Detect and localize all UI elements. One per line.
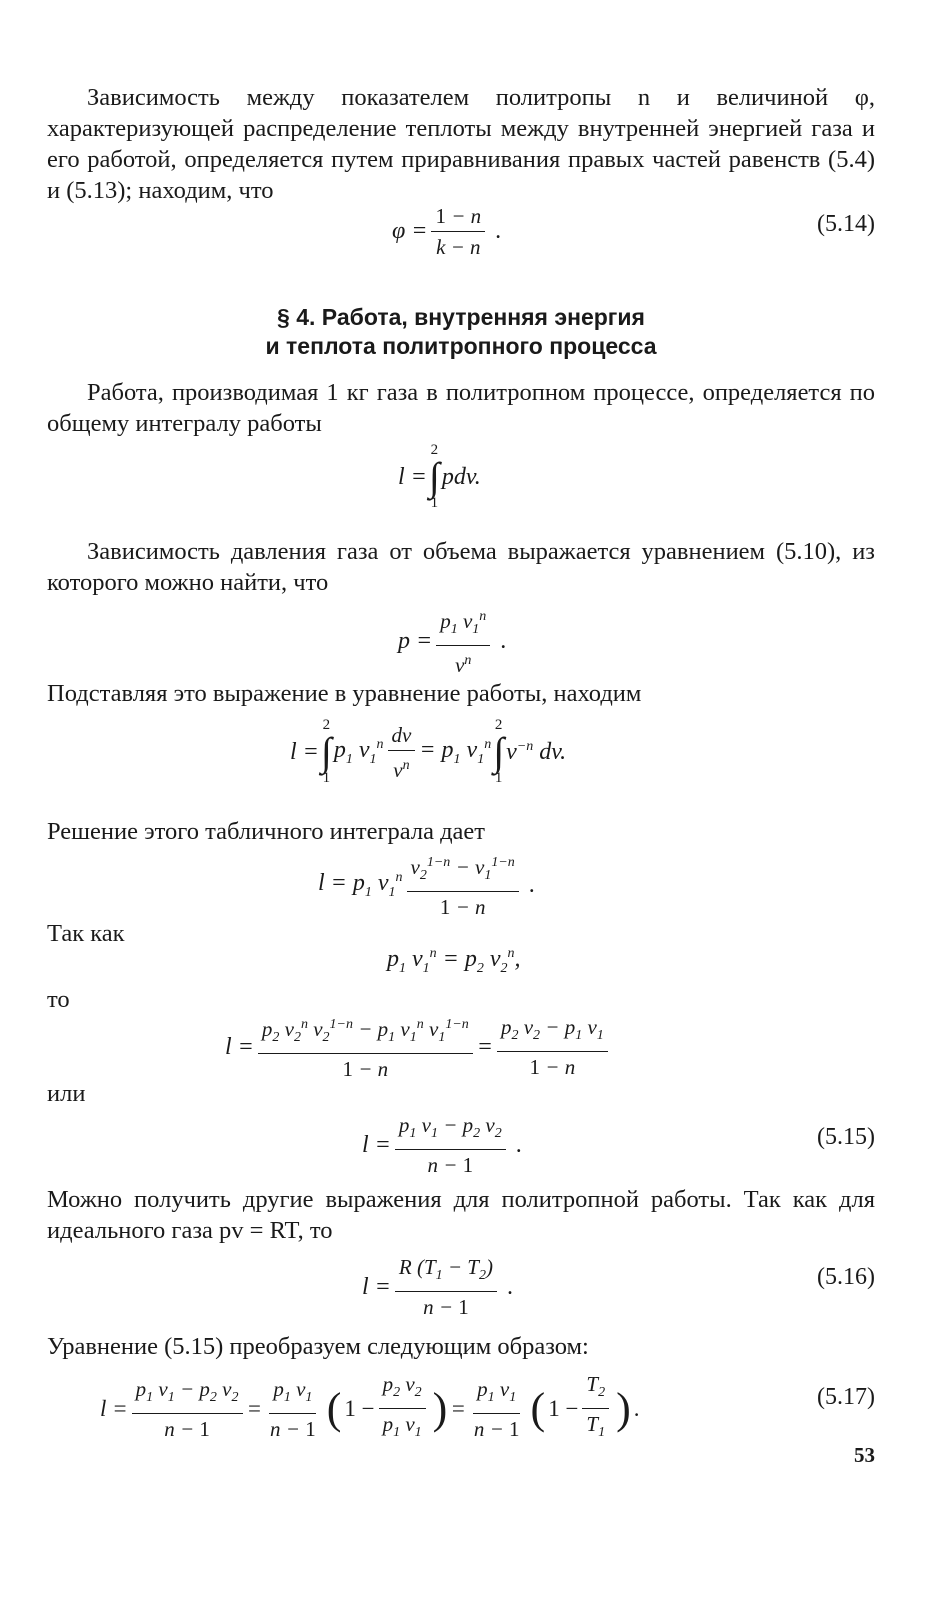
equation-integral-solution: $l = p_1$ $v_1^n$ $\frac{v_2^{1-n} - v_1^{1-n}}{1 - n}$ . [318,851,535,919]
page-number: 53 [854,1443,875,1467]
equation-5-16: l = $\frac{R (T_1 - T_2)}{n - 1}$ . [362,1255,513,1320]
equation-work-integral: l = 2 ∫ 1 pdv. [398,442,481,511]
paragraph-table-integral: Решение этого табличного интеграла дает [47,818,486,845]
paragraph-work-integral: Работа, производимая 1 кг газа в политропном процессе, определяется по общему интегралу работы [47,379,875,437]
equation-number-5-16: (5.16) [817,1264,875,1290]
paragraph-or: или [47,1080,86,1107]
paragraph-substitution: Подставляя это выражение в уравнение работы, находим [47,680,642,707]
equation-5-17: l = $\frac{p_1 v_1 - p_2 v_2}{n - 1}$ = $\frac{p_1 v_1}{n - 1}$ ( 1 − $\frac{p_2 v_2}{p_1 v_1}$ ) = $\frac{p_1 v_1}{n - 1}$ ( 1 − $\frac{T_2}{T_1}$ ) . [100,1372,640,1441]
equation-number-5-17: (5.17) [817,1384,875,1410]
equation-number-5-14: (5.14) [817,211,875,237]
section-heading-line-2: и теплота политропного процесса [265,333,657,359]
paragraph-then: то [47,986,70,1013]
section-heading-line-1: § 4. Работа, внутренняя энергия [277,304,645,330]
equation-number-5-15: (5.15) [817,1124,875,1150]
equation-polytropic-relation: $p_1$ $v_1^n = p_2$ $v_2^n$, [387,946,521,976]
paragraph-other-expressions: Можно получить другие выражения для политропной работы. Так как для идеального газа pv = RT, то [47,1186,875,1244]
equation-work-expanded: l = $\frac{p_2 v_2^n v_2^{1-n} - p_1 v_1^n v_1^{1-n}}{1 - n}$ = $\frac{p_2 v_2 - p_1 v_1}{1 - n}$ [225,1013,612,1081]
paragraph-phi-dependence: Зависимость между показателем политропы n и величиной φ, характеризующей распределение теплоты между внутренней энергией газа и его работой, определяется путем приравнивания правых частей равенств (5.4) и (5.13); находим, что [47,84,875,204]
equation-5-15: l = $\frac{p_1 v_1 - p_2 v_2}{n - 1}$ . [362,1113,522,1178]
equation-work-substituted: l = 2 ∫ 1 $p_1$ $v_1^n$ $\frac{dv}{v^n}$ = $p_1$ $v_1^n$ 2 ∫ 1 $v^{-n}$ dv. [290,717,567,786]
equation-pressure: p = $\frac{p_1 v_1^n}{v^n}$ . [398,605,506,677]
equation-5-14: φ = $\frac{1 - n}{k - n}$ . [392,204,502,259]
paragraph-transform: Уравнение (5.15) преобразуем следующим образом: [47,1333,589,1360]
paragraph-since: Так как [47,920,125,947]
paragraph-pressure-volume: Зависимость давления газа от объема выражается уравнением (5.10), из которого можно найти, что [47,538,875,596]
